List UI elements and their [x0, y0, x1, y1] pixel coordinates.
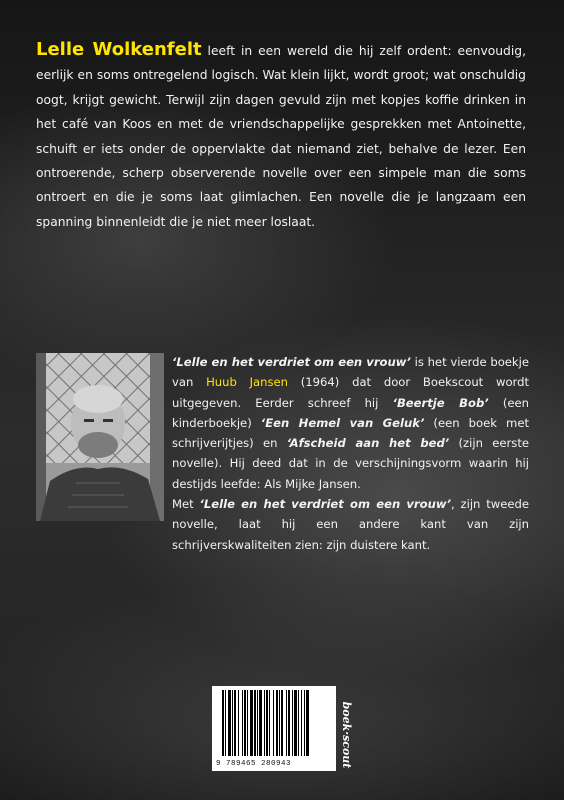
bio-text: is het vierde boekje van — [172, 355, 529, 390]
book-title: ‘Lelle en het verdriet om een vrouw’ — [172, 355, 411, 369]
bio-text: (een kinderboekje) — [172, 395, 529, 430]
publisher-logo-text: boek·scout — [340, 701, 353, 769]
bio-text: Met — [172, 497, 200, 512]
bio-text: (zijn eerste novelle). Hij deed dat in de verschijningsvorm waarin hij destijds leefde: Als Mijke Jansen. — [172, 436, 529, 491]
bio-paragraph-1 — [172, 352, 529, 494]
earlier-book-3: ‘Afscheid aan het bed’ — [286, 436, 450, 451]
earlier-book-2: ‘Een Hemel van Geluk’ — [260, 415, 425, 430]
bio-text: (1964) dat door Boekscout wordt uitgegeven. Eerder schreef hij — [172, 375, 530, 410]
author-photo — [36, 353, 164, 521]
author-bio — [172, 352, 529, 555]
isbn-number: 9 789465 280943 — [216, 760, 292, 768]
blurb-text: leeft in een wereld die hij zelf ordent: eenvoudig, eerlijk en soms ontregelend logisch. Wat klein lijkt, wordt groot; wat onschuldig oogt, krijgt gewicht. Terwijl zijn dagen gevuld zijn met kopjes koffie drinken in het café van Koos en met de vriendschappelijke gesprekken met Antoinette, schuift er iets onder de oppervlakte dat niemand ziet, behalve de lezer. Een ontroerende, scherp observerende novelle over een simpele man die soms ontroert en die je soms laat glimlachen. Een novelle die je langzaam een spanning binnenleidt die je niet meer loslaat. — [36, 44, 526, 229]
protagonist-name: Lelle Wolkenfelt — [36, 39, 202, 60]
isbn-barcode — [212, 686, 336, 771]
book-title-2: ‘Lelle en het verdriet om een vrouw’ — [199, 497, 451, 512]
earlier-book-1: ‘Beertje Bob’ — [392, 395, 489, 410]
barcode-bars — [212, 690, 336, 762]
author-name: Huub Jansen — [206, 375, 289, 390]
bio-text: (een boek met schrijverijtjes) en — [172, 415, 529, 451]
bio-paragraph-2 — [172, 494, 529, 555]
back-cover-blurb — [36, 38, 526, 234]
publisher-logo — [332, 700, 352, 770]
bio-text: , zijn tweede novelle, laat hij een andere kant van zijn schrijverskwaliteiten zien: zijn duistere kant. — [172, 497, 529, 552]
